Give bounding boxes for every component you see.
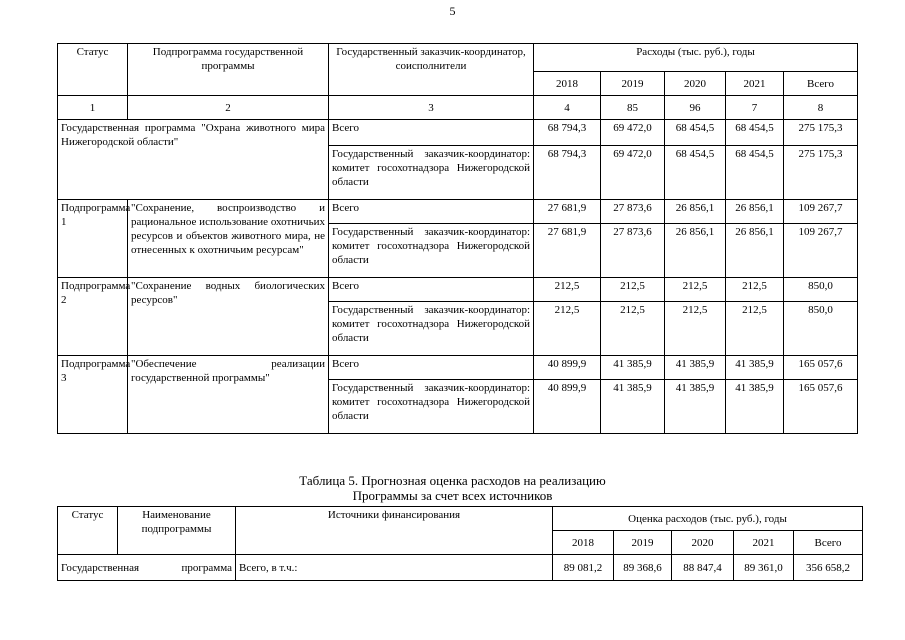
value-cell: 89 361,0	[734, 555, 794, 581]
column-number: 85	[601, 96, 665, 120]
subprogram-name: "Сохранение, воспроизводство и рациональное использование охотничьих ресурсов и объектов животного мира, не отнесенных к охотничьим ресурсам"	[128, 200, 329, 278]
value-cell: 40 899,9	[534, 356, 601, 380]
subprogram-status: Подпрограмма 3	[58, 356, 128, 434]
value-cell: 26 856,1	[726, 200, 784, 224]
header-year: 2019	[614, 531, 672, 555]
value-cell: 68 454,5	[665, 120, 726, 146]
column-number: 7	[726, 96, 784, 120]
value-cell: 212,5	[601, 278, 665, 302]
column-number: 96	[665, 96, 726, 120]
value-cell: 165 057,6	[784, 356, 858, 380]
value-cell: 68 454,5	[665, 146, 726, 200]
header-expenses: Расходы (тыс. руб.), годы	[534, 44, 858, 72]
value-cell: 27 681,9	[534, 224, 601, 278]
value-cell: 41 385,9	[726, 380, 784, 434]
header-customer: Государственный заказчик-координатор, соисполнители	[329, 44, 534, 96]
header-year: 2018	[553, 531, 614, 555]
subprogram-status: Подпрограмма 1	[58, 200, 128, 278]
value-cell: 68 794,3	[534, 146, 601, 200]
value-cell: 41 385,9	[601, 380, 665, 434]
value-cell: 89 081,2	[553, 555, 614, 581]
header-status: Статус	[58, 507, 118, 555]
row-label: Государственный заказчик-координатор: комитет госохотнадзора Нижегородской области	[329, 224, 534, 278]
value-cell: 165 057,6	[784, 380, 858, 434]
row-label: Всего	[329, 200, 534, 224]
header-name: Наименование подпрограммы	[118, 507, 236, 555]
table-row	[58, 555, 863, 581]
row-status	[58, 555, 236, 581]
row-label: Всего, в т.ч.:	[236, 555, 553, 581]
column-number: 1	[58, 96, 128, 120]
header-year: 2019	[601, 72, 665, 96]
row-label: Всего	[329, 278, 534, 302]
header-sources: Источники финансирования	[236, 507, 553, 555]
header-subprogram: Подпрограмма государственной программы	[128, 44, 329, 96]
expenses-table	[57, 43, 858, 434]
value-cell: 68 454,5	[726, 120, 784, 146]
value-cell: 26 856,1	[665, 224, 726, 278]
value-cell: 68 454,5	[726, 146, 784, 200]
value-cell: 89 368,6	[614, 555, 672, 581]
table5-caption: Программы за счет всех источников	[352, 488, 553, 503]
header-year: 2021	[734, 531, 794, 555]
row-label: Всего	[329, 120, 534, 146]
header-year: Всего	[784, 72, 858, 96]
header-year: Всего	[794, 531, 863, 555]
program-title: Государственная программа "Охрана животного мира Нижегородской области"	[58, 120, 329, 200]
value-cell: 41 385,9	[665, 380, 726, 434]
value-cell: 41 385,9	[601, 356, 665, 380]
header-estimate: Оценка расходов (тыс. руб.), годы	[553, 507, 863, 531]
value-cell: 27 681,9	[534, 200, 601, 224]
header-year: 2021	[726, 72, 784, 96]
row-label: Всего	[329, 356, 534, 380]
value-cell: 27 873,6	[601, 224, 665, 278]
value-cell: 850,0	[784, 278, 858, 302]
value-cell: 850,0	[784, 302, 858, 356]
value-cell: 212,5	[665, 278, 726, 302]
page-number: 5	[449, 4, 456, 18]
value-cell: 212,5	[601, 302, 665, 356]
table5-caption: Таблица 5. Прогнозная оценка расходов на реализацию	[299, 473, 606, 488]
value-cell: 27 873,6	[601, 200, 665, 224]
value-cell: 212,5	[534, 302, 601, 356]
value-cell: 41 385,9	[726, 356, 784, 380]
header-year: 2018	[534, 72, 601, 96]
value-cell: 212,5	[534, 278, 601, 302]
header-year: 2020	[665, 72, 726, 96]
value-cell: 275 175,3	[784, 146, 858, 200]
value-cell: 356 658,2	[794, 555, 863, 581]
row-label: Государственный заказчик-координатор: комитет госохотнадзора Нижегородской области	[329, 302, 534, 356]
value-cell: 212,5	[726, 278, 784, 302]
forecast-table	[57, 506, 863, 581]
row-label: Государственный заказчик-координатор: комитет госохотнадзора Нижегородской области	[329, 380, 534, 434]
value-cell: 41 385,9	[665, 356, 726, 380]
column-number: 4	[534, 96, 601, 120]
value-cell: 88 847,4	[672, 555, 734, 581]
table-row	[58, 278, 858, 302]
table-row	[58, 200, 858, 224]
value-cell: 212,5	[665, 302, 726, 356]
value-cell: 212,5	[726, 302, 784, 356]
subprogram-name: "Сохранение водных биологических ресурсов"	[128, 278, 329, 356]
value-cell: 69 472,0	[601, 146, 665, 200]
row-label: Государственный заказчик-координатор: комитет госохотнадзора Нижегородской области	[329, 146, 534, 200]
row-status-text: Государственная программа	[61, 561, 232, 574]
header-status: Статус	[58, 44, 128, 96]
value-cell: 275 175,3	[784, 120, 858, 146]
table-row	[58, 356, 858, 380]
value-cell: 40 899,9	[534, 380, 601, 434]
column-number: 2	[128, 96, 329, 120]
value-cell: 69 472,0	[601, 120, 665, 146]
column-number: 8	[784, 96, 858, 120]
table-row	[58, 120, 858, 146]
value-cell: 26 856,1	[726, 224, 784, 278]
subprogram-status: Подпрограмма 2	[58, 278, 128, 356]
subprogram-name: "Обеспечение реализации государственной программы"	[128, 356, 329, 434]
value-cell: 109 267,7	[784, 200, 858, 224]
value-cell: 68 794,3	[534, 120, 601, 146]
column-number: 3	[329, 96, 534, 120]
value-cell: 26 856,1	[665, 200, 726, 224]
value-cell: 109 267,7	[784, 224, 858, 278]
header-year: 2020	[672, 531, 734, 555]
